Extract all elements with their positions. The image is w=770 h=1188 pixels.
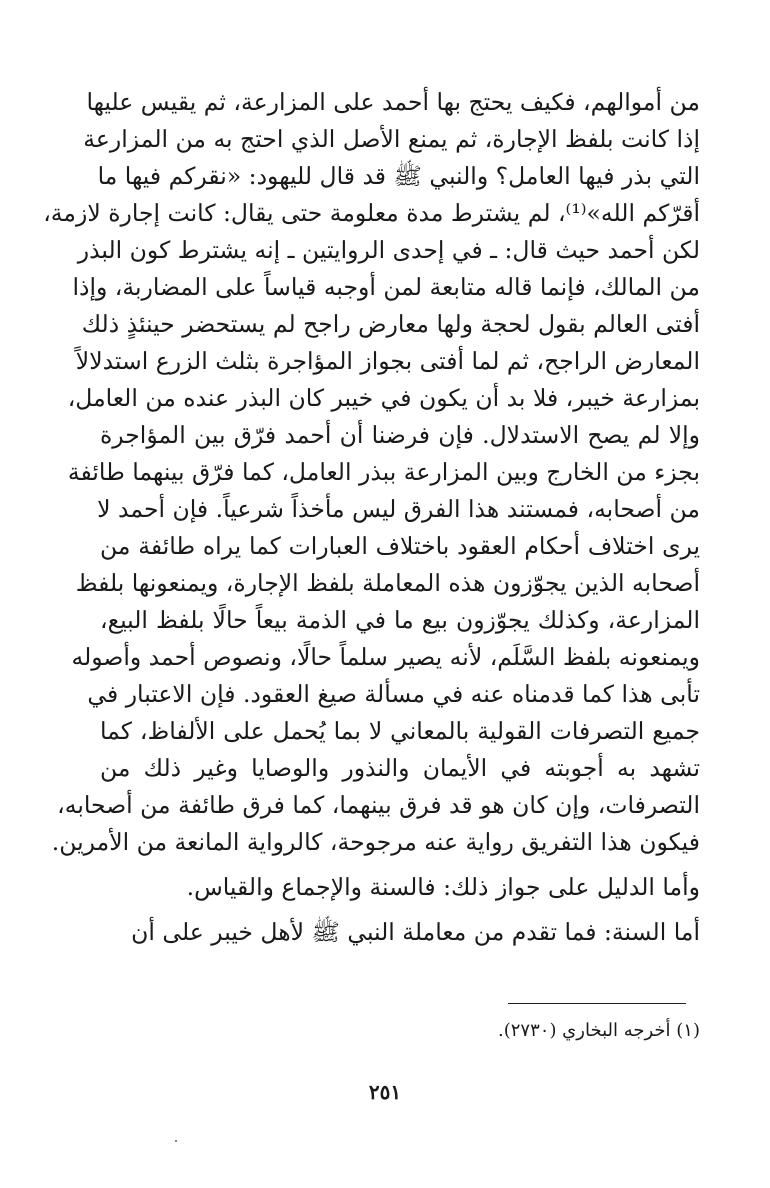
text-line: أصحابه الذين يجوّزون هذه المعاملة بلفظ الإجارة، ويمنعونها بلفظ [75,569,700,597]
text-line: بجزء من الخارج وبين المزارعة ببذر العامل، كما فرّق بينهما طائفة [67,458,700,486]
text-line: التصرفات، وإن كان هو قد فرق بينهما، كما فرق طائفة من أصحابه، [57,791,700,819]
text-line: من أموالهم، فكيف يحتج بها أحمد على المزارعة، ثم يقيس عليها [86,88,700,116]
text-line: فيكون هذا التفريق رواية عنه مرجوحة، كالرواية المانعة من الأمرين. [51,828,700,856]
text-line: إذا كانت بلفظ الإجارة، ثم يمنع الأصل الذي احتج به من المزارعة [83,125,700,153]
text-line: وإلا لم يصح الاستدلال. فإن فرضنا أن أحمد فرّق بين المؤاجرة [100,421,700,449]
text-line: التي بذر فيها العامل؟ والنبي ﷺ قد قال لليهود: «نقركم فيها ما [97,162,700,190]
text-line: المزارعة، وكذلك يجوّزون بيع ما في الذمة بيعاً حالًا بلفظ البيع، [100,606,700,634]
paragraph-sunnah: أما السنة: فما تقدم من معاملة النبي ﷺ لأهل خيبر على أن [131,918,700,946]
text-line: المعارض الراجح، ثم لما أفتى بجواز المؤاجرة بثلث الزرع استدلالاً [75,347,700,375]
text-line: أفتى العالم بقول لحجة ولها معارض راجح لم يستحضر حينئذٍ ذلك [81,310,700,338]
footnote: (١) أخرجه البخاري (٢٧٣٠). [498,1020,700,1041]
main-text [43,84,700,951]
page-number: ٢٥١ [368,1080,402,1104]
paragraph-evidence: وأما الدليل على جواز ذلك: فالسنة والإجماع والقياس. [186,873,700,901]
text-line: تأبى هذا كما قدمناه عنه في مسألة صيغ العقود. فإن الاعتبار في [87,680,700,708]
footnote-separator [508,1003,686,1004]
text-line: تشهد به أجوبته في الأيمان والنذور والوصايا وغير ذلك من [100,754,700,782]
text-line: أقرّكم الله»⁽¹⁾، لم يشترط مدة معلومة حتى يقال: كانت إجارة لازمة، [43,199,700,227]
scan-speck [175,1140,177,1142]
text-line: جميع التصرفات القولية بالمعاني لا بما يُحمل على الألفاظ، كما [100,717,700,745]
text-line: بمزارعة خيبر، فلا بد أن يكون في خيبر كان البذر عنده من العامل، [67,384,700,412]
text-line: من المالك، فإنما قاله متابعة لمن أوجبه قياساً على المضاربة، وإذا [72,273,700,301]
text-line: ويمنعونه بلفظ السَّلَم، لأنه يصير سلماً حالًا، ونصوص أحمد وأصوله [71,643,700,671]
text-line: من أصحابه، فمستند هذا الفرق ليس مأخذاً شرعياً. فإن أحمد لا [97,495,700,523]
text-line: يرى اختلاف أحكام العقود باختلاف العبارات كما يراه طائفة من [100,532,700,560]
text-line: لكن أحمد حيث قال: ـ في إحدى الروايتين ـ إنه يشترط كون البذر [77,236,700,264]
